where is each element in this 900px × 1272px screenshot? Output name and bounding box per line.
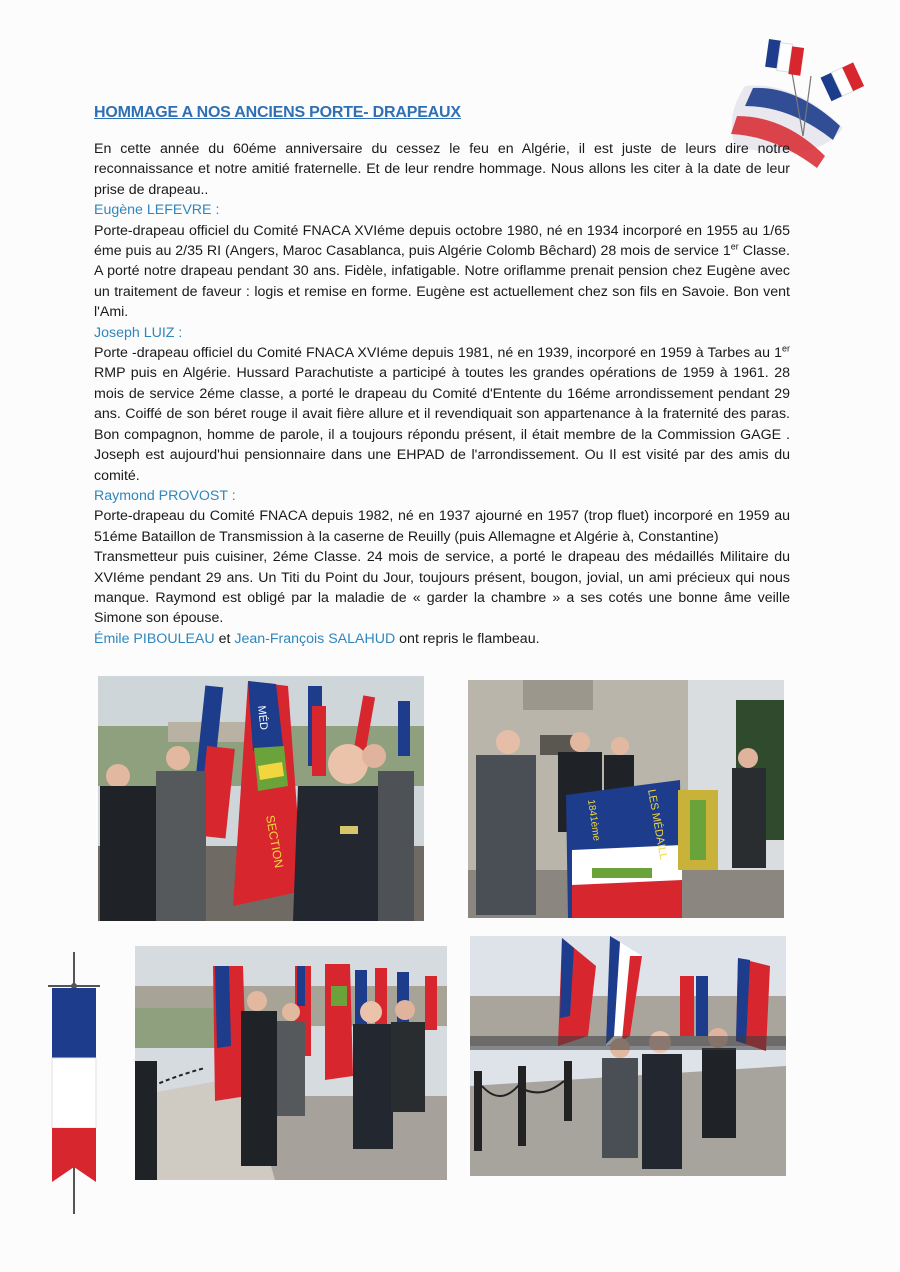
photo-street-procession bbox=[470, 936, 786, 1176]
photo-flag-procession bbox=[135, 946, 447, 1180]
article-body bbox=[94, 139, 790, 649]
flag-text-med: MÉD bbox=[255, 705, 270, 731]
person-name-provost: Raymond PROVOST : bbox=[94, 487, 236, 504]
tricolor-banner-icon bbox=[46, 952, 102, 1214]
flag-text-medailles: LES MÉDAILL bbox=[645, 788, 670, 861]
page-title: HOMMAGE A NOS ANCIENS PORTE- DRAPEAUX bbox=[94, 104, 461, 121]
person-bio-provost: Porte-drapeau du Comité FNACA depuis 1982, né en 1937 ajourné en 1957 (trop fluet) incorporé en 1959 au 51éme Bataillon de Transmission à la caserne de Reuilly (puis Allemagne et Algérie à, Constantine) bbox=[94, 508, 790, 545]
person-bio-provost-continued: Transmetteur puis cuisiner, 2éme Classe. 24 mois de service, a porté le drapeau des médaillés Militaire du XVIéme pendant 29 ans. Un Titi du Point du Jour, toujours présent, bougon, jovial, un ami précieux qui nous manque. Raymond est obligé par la maladie de « garder la chambre » a ses cotés une bonne âme veille Simone son épouse. bbox=[94, 549, 790, 627]
successor-name-salahud: Jean-François SALAHUD bbox=[234, 630, 396, 647]
intro-paragraph: En cette année du 60éme anniversaire du cessez le feu en Algérie, il est juste de leurs dire notre reconnaissance et notre amitié fraternelle. Et de leur rendre hommage. Nous allons les citer à la date de leur prise de drapeau.. bbox=[94, 141, 790, 198]
person-name-lefevre: Eugène LEFEVRE : bbox=[94, 202, 220, 219]
closing-line: Émile PIBOULEAU et Jean-François SALAHUD ont repris le flambeau. bbox=[94, 630, 540, 647]
flag-text-year: 1841ème bbox=[585, 798, 602, 842]
person-name-luiz: Joseph LUIZ : bbox=[94, 324, 183, 341]
person-bio-lefevre: Porte-drapeau officiel du Comité FNACA XVIéme depuis octobre 1980, né en 1934 incorporé en 1955 au 1/65 éme puis au 2/35 RI (Angers, Maroc Casablanca, puis Algérie Colomb Bêchard) 28 mois de service 1er Classe. A porté notre drapeau pendant 30 ans. Fidèle, infatigable. Notre oriflamme prenait pension chez Eugène avec un traitement de faveur : logis et remise en forme. Eugène est actuellement chez son fils en Savoie. Bon vent l'Ami. bbox=[94, 222, 791, 321]
photo-flag-bearers-1 bbox=[98, 676, 424, 921]
flag-text-section: SECTION bbox=[263, 814, 287, 870]
person-bio-luiz: Porte -drapeau officiel du Comité FNACA XVIéme depuis 1981, né en 1939, incorporé en 1959 à Tarbes au 1er RMP puis en Algérie. Hussard Parachutiste a participé à toutes les grandes opérations de 1959 à 1961. 28 mois de service 2éme classe, a porté le drapeau du Comité d'Entente du 16éme arrondissement pendant 29 ans. Coiffé de son béret rouge il avait fière allure et il revendiquait son appartenance à la fraternité des paras. Bon compagnon, homme de parole, il a toujours répondu présent, il était membre de la Commission GAGE . Joseph est aujourd'hui pensionnaire dans une EHPAD de l'arrondissement. Ou Il est visité par des amis du comité. bbox=[94, 343, 790, 484]
photo-ceremony-monument bbox=[468, 680, 784, 918]
successor-name-pibouleau: Émile PIBOULEAU bbox=[94, 630, 215, 647]
